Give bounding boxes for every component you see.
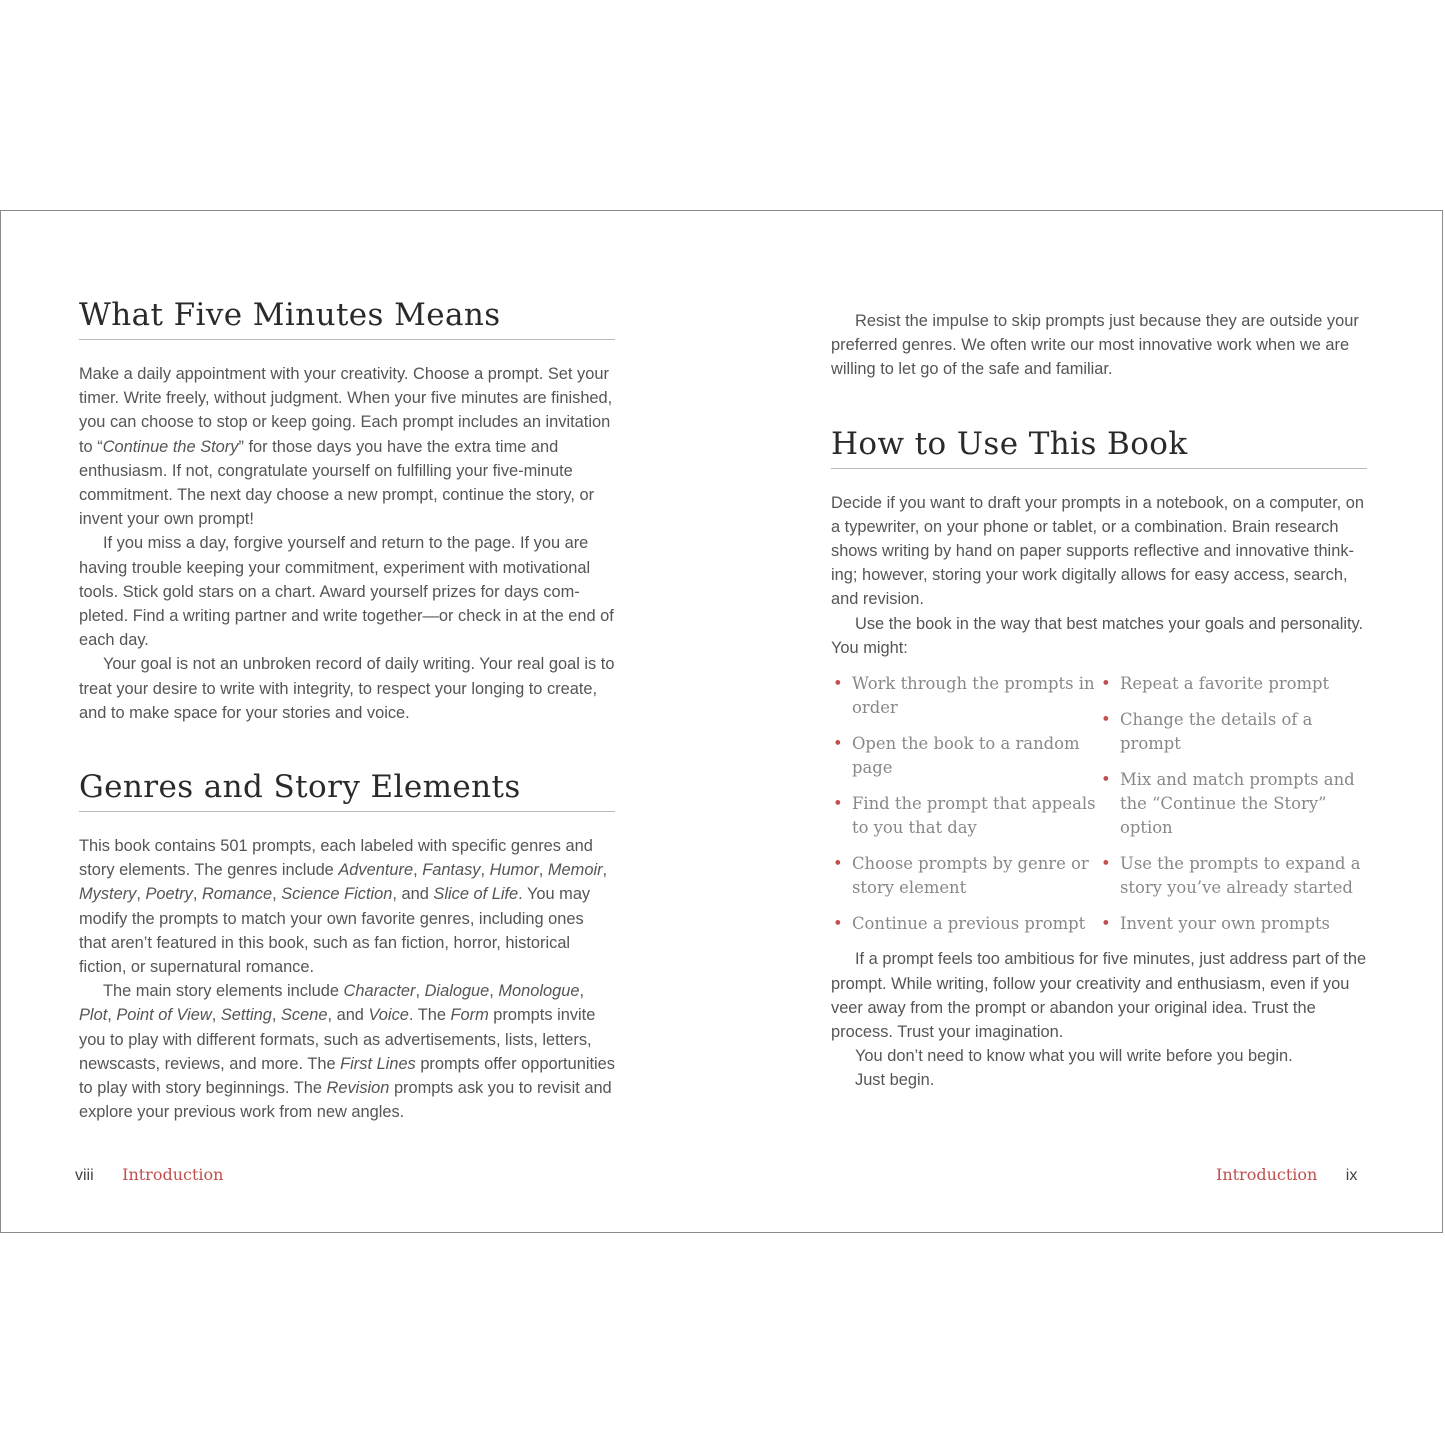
- bullet-list: [831, 672, 1367, 947]
- section-heading-five-minutes: What Five Minutes Means: [79, 297, 615, 340]
- page-number: viii: [75, 1167, 94, 1184]
- paragraph: Decide if you want to draft your prompts in a notebook, on a computer, on a typewriter, on your phone or tablet, or a combination. Brain research shows writing by hand on paper supports reflective and innovative think-ing; however, storing your work digitally allows for easy access, search, and revision.: [831, 493, 1364, 609]
- right-page: [831, 309, 1367, 1093]
- left-page: [79, 297, 615, 1124]
- list-item: • Choose prompts by genre or story element: [833, 853, 1089, 897]
- list-item: • Use the prompts to expand a story you’ve already started: [1101, 853, 1361, 897]
- list-item: • Mix and match prompts and the “Continue the Story” option: [1101, 769, 1355, 838]
- paragraph: The main story elements include Character, Dialogue, Monologue, Plot, Point of View, Setting, Scene, and Voice. The Form prompts invite you to play with different formats, such as advertisements, lists, letters, newscasts, reviews, and more. The First Lines prompts offer opportunities to play with story beginnings. The Revision prompts ask you to revisit and explore your previous work from new angles.: [79, 982, 615, 1122]
- right-footer: [1216, 1165, 1357, 1185]
- book-spread: [0, 210, 1443, 1233]
- paragraph: Just begin.: [855, 1071, 935, 1090]
- list-item: • Open the book to a random page: [833, 733, 1080, 778]
- list-item: • Work through the prompts in order: [833, 674, 1095, 718]
- paragraph: Use the book in the way that best matches your goals and personality. You might:: [831, 614, 1364, 657]
- running-title: Introduction: [122, 1165, 224, 1184]
- section-heading-how-to-use: How to Use This Book: [831, 426, 1367, 469]
- paragraph: You don’t need to know what you will write before you begin.: [855, 1047, 1293, 1066]
- paragraph: Resist the impulse to skip prompts just because they are outside your preferred genres. We often write our most innovative work when we are willing to let go of the safe and familiar.: [831, 312, 1359, 379]
- list-item: • Repeat a favorite prompt: [1101, 674, 1330, 694]
- paragraph: Make a daily appointment with your creativity. Choose a prompt. Set your timer. Write freely, without judgment. When your five minutes are finished, you can choose to stop or keep going. Each prompt includes an invitation to “Continue the Story” for those days you have the extra time and enthusiasm. If not, congratulate yourself on fulfilling your five-minute commitment. The next day choose a new prompt, continue the story, or invent your own prompt!: [79, 365, 613, 529]
- paragraph: This book contains 501 prompts, each labeled with specific genres and story elements. The genres include Adventure, Fantasy, Humor, Memoir, Mystery, Poetry, Romance, Science Fiction, and Slice of Life. You may modify the prompts to match your own favorite genres, including ones that aren’t featured in this book, such as fan fiction, horror, historical fiction, or supernatural romance.: [79, 837, 608, 977]
- list-item: • Invent your own prompts: [1101, 913, 1330, 933]
- list-item: • Continue a previous prompt: [833, 913, 1086, 933]
- paragraph: If you miss a day, forgive yourself and return to the page. If you are having trouble keeping your commitment, experiment with motivational tools. Stick gold stars on a chart. Award yourself prizes for days com-pleted. Find a writing partner and write together—or check in at the end of each day.: [79, 534, 614, 650]
- section-heading-genres: Genres and Story Elements: [79, 769, 615, 812]
- paragraph: If a prompt feels too ambitious for five minutes, just address part of the prompt. While writing, follow your creativity and enthusiasm, even if you veer away from the prompt or abandon your original idea. Trust the process. Trust your imagination.: [831, 950, 1367, 1041]
- left-footer: [75, 1165, 223, 1185]
- page-number: ix: [1345, 1167, 1358, 1184]
- running-title: Introduction: [1216, 1165, 1318, 1184]
- list-item: • Change the details of a prompt: [1101, 709, 1313, 753]
- list-item: • Find the prompt that appeals to you that day: [833, 793, 1096, 838]
- paragraph: Your goal is not an unbroken record of daily writing. Your real goal is to treat your desire to write with integrity, to respect your longing to create, and to make space for your stories and voice.: [79, 655, 615, 722]
